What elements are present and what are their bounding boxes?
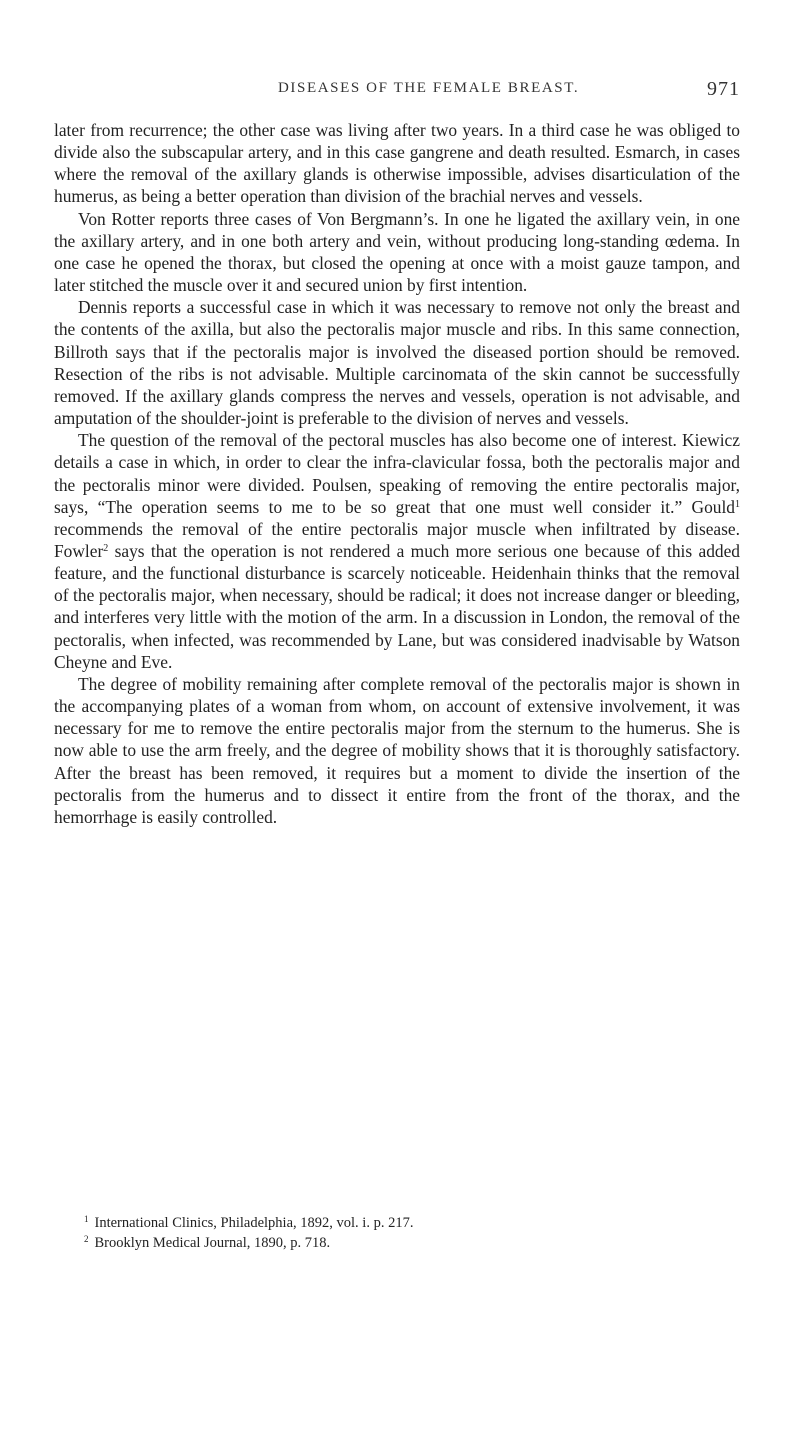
footnote (84, 1213, 704, 1233)
page-header (278, 80, 740, 106)
footnote-ref: 2 (103, 542, 109, 554)
paragraph: Von Rotter reports three cases of Von Bergmann’s. In one he ligated the axillary vein, in one the axillary artery, and in one both artery and vein, without producing long-standing œdema. In one case he opened the thorax, but closed the opening at once with a moist gauze tampon, and later stitched the muscle over it and secured union by first intention. (54, 208, 740, 296)
footnote (84, 1233, 704, 1253)
paragraph: The degree of mobility remaining after complete removal of the pectoralis major is shown in the accompanying plates of a woman from whom, on account of extensive involvement, it was necessary for me to remove the entire pectoralis major from the sternum to the humerus. She is now able to use the arm freely, and the degree of mobility shows that it is thoroughly satisfactory. After the breast has been removed, it requires but a moment to divide the insertion of the pectoralis from the humerus and to dissect it entire from the front of the thorax, and the hemorrhage is easily controlled. (54, 673, 740, 827)
page-number: 971 (707, 78, 740, 100)
footnotes (84, 1213, 704, 1253)
paragraph: Dennis reports a successful case in which it was necessary to remove not only the breast and the contents of the axilla, but also the pectoralis major muscle and ribs. In this same connection, Billroth says that if the pectoralis major is involved the diseased portion should be removed. Resection of the ribs is not advisable. Multiple carcinomata of the skin cannot be successfully removed. If the axillary glands compress the nerves and vessels, operation is not advisable, and amputation of the shoulder-joint is preferable to the division of nerves and vessels. (54, 297, 740, 429)
footnote-text: Brooklyn Medical Journal, 1890, p. 718. (94, 1235, 331, 1251)
footnote-marker: 2 (84, 1234, 89, 1244)
footnote-marker: 1 (84, 1214, 89, 1224)
running-head: DISEASES OF THE FEMALE BREAST. (278, 80, 580, 96)
paragraph: The question of the removal of the pectoral muscles has also become one of interest. Kiewicz details a case in which, in order to clear the infra-clavicular fossa, both the pectoralis major and the pectoralis minor were divided. Poulsen, speaking of removing the entire pectoralis major, says, “The operation seems to me to be so great that one must well consider it.” Gould$^1$ recommends the removal of the entire pectoralis major muscle when infiltrated by disease. Fowler$^2$ says that the operation is not rendered a much more serious one because of this added feature, and the functional disturbance is scarcely noticeable. Heidenhain thinks that the removal of the pectoralis major, when necessary, should be radical; it does not increase danger or bleeding, and interferes very little with the motion of the arm. In a discussion in London, the removal of the pectoralis, when infected, was recommended by Lane, but was considered inadvisable by Watson Cheyne and Eve. (54, 430, 740, 672)
footnote-ref: 1 (735, 498, 740, 510)
paragraph: later from recurrence; the other case was living after two years. In a third case he was obliged to divide also the subscapular artery, and in this case gangrene and death resulted. Esmarch, in cases where the removal of the axillary glands is otherwise impossible, advises disarticulation of the humerus, as being a better operation than division of the brachial nerves and vessels. (54, 120, 740, 207)
footnote-text: International Clinics, Philadelphia, 1892, vol. i. p. 217. (94, 1215, 414, 1231)
body-text (54, 119, 740, 828)
